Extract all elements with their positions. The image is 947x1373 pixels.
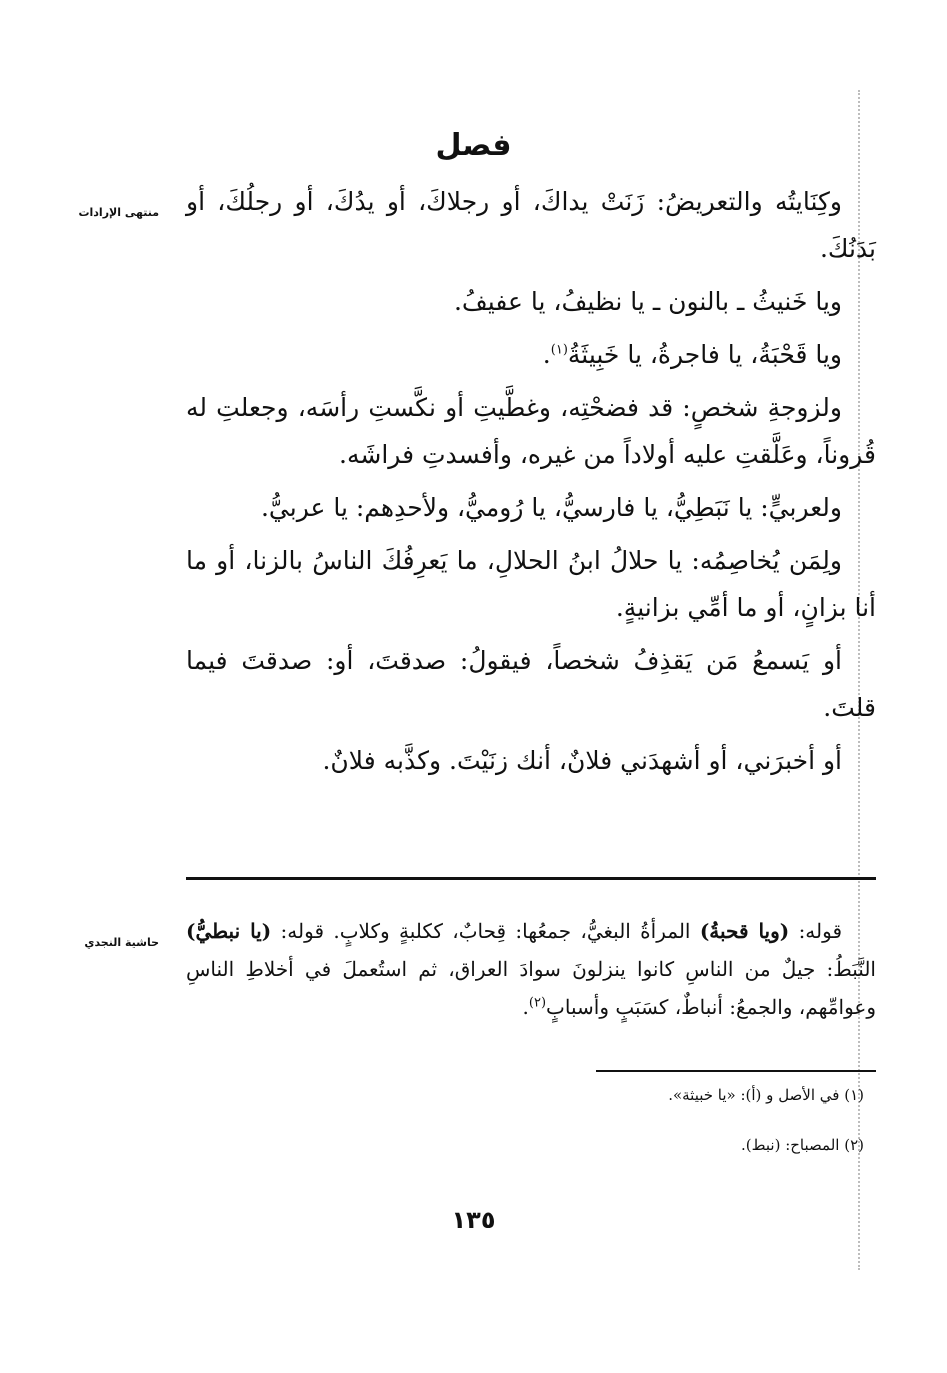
commentary-end: . bbox=[522, 995, 529, 1019]
main-paragraph: ويا خَنيثُ ـ بالنون ـ يا نظيفُ، يا عفيفُ. bbox=[453, 287, 842, 316]
main-paragraph: ولزوجةِ شخصٍ: قد فضحْتِه، وغطَّيتِ أو نكَّستِ رأسَه، وجعلتِ له قُروناً، وعَلَّقتِ عليه أولاداً من غيره، وأفسدتِ فراشَه. bbox=[186, 393, 876, 469]
main-paragraph: وكِنَايتُه والتعريضُ: زَنَتْ يداكَ، أو رجلاكَ، أو يدُكَ، أو رجلُكَ، أو بَدَنُكَ. bbox=[186, 187, 876, 263]
footnote-reference: (١) bbox=[550, 342, 568, 358]
commentary-segment: قوله: bbox=[789, 919, 843, 943]
commentary-paragraph bbox=[186, 912, 876, 1026]
main-paragraph: ولعربيٍّ: يا نَبَطِيُّ، يا فارسيُّ، يا رُوميُّ، ولأحدِهم: يا عربيُّ. bbox=[260, 493, 842, 522]
main-paragraph: ولِمَن يُخاصِمُه: يا حلالُ ابنُ الحلالِ، ما يَعرِفُكَ الناسُ بالزنا، أو ما أنا بزانٍ، أو ما أمِّي بزانيةٍ. bbox=[186, 546, 876, 622]
footnote-separator bbox=[596, 1070, 876, 1072]
page-number: ١٣٥ bbox=[451, 1206, 496, 1234]
main-paragraph: أو أخبرَني، أو أشهدَني فلانٌ، أنك زنَيْتَ. وكذَّبه فلانٌ. bbox=[322, 746, 842, 775]
commentary-lemma: (يا نبطيُّ) bbox=[186, 919, 272, 943]
main-text bbox=[186, 178, 876, 790]
commentary-segment: النَّبَطُ: جيلٌ من الناسِ كانوا ينزلونَ سوادَ العراق، ثم استُعملَ في أخلاطِ الناسِ وعوامِّهم، والجمعُ: أنباطٌ، كسَبَبٍ وأسبابٍ bbox=[186, 957, 876, 1019]
commentary-text bbox=[186, 912, 876, 1026]
footnotes bbox=[186, 1086, 876, 1186]
commentary-lemma: (ويا قحبةُ) bbox=[699, 919, 790, 943]
commentary-segment: المرأةُ البغيُّ، جمعُها: قِحابٌ، ككلبةٍ وكلابٍ. قوله: bbox=[271, 919, 700, 943]
footnote-reference: (٢) bbox=[528, 995, 547, 1011]
main-paragraph bbox=[186, 331, 876, 378]
footnote: (٢) المصباح: (نبط). bbox=[741, 1136, 864, 1154]
separator-rule bbox=[186, 877, 876, 880]
margin-label-commentary: حاشية النجدي bbox=[84, 936, 159, 949]
footnote: (١) في الأصل و (أ): «يا خبيثة». bbox=[668, 1086, 864, 1104]
margin-label-main-text: منتهى الإرادات bbox=[78, 206, 159, 219]
section-title: فصل bbox=[435, 128, 512, 163]
main-paragraph: أو يَسمعُ مَن يَقذِفُ شخصاً، فيقولُ: صدقتَ، أو: صدقتَ فيما قلتَ. bbox=[186, 646, 876, 722]
paragraph-text: ويا قَحْبَةُ، يا فاجرةُ، يا خَبِيثَةُ bbox=[567, 340, 842, 369]
paragraph-end: . bbox=[542, 340, 551, 369]
